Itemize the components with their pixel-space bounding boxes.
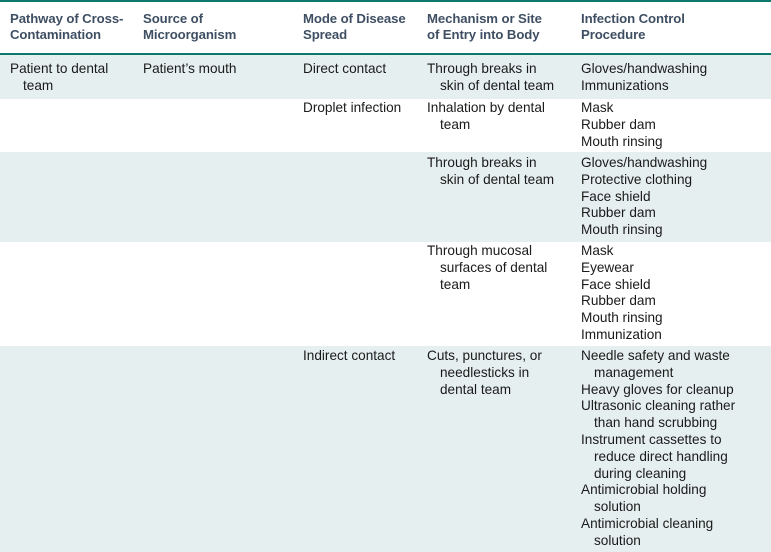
cell-procedures: Needle safety and waste management Heavy gloves for cleanup Ultrasonic cleaning rather than hand scrubbing Instrument cassettes to reduce direct handling during cleaning Antimicrobial holding solution Antimicrobial cleaning solution: [581, 348, 736, 548]
cell-procedures: Mask Eyewear Face shield Rubber dam Mouth rinsing Immunization: [581, 243, 663, 342]
table-row: [0, 152, 771, 242]
cell-mechanism: Through mucosal surfaces of dental team: [427, 243, 548, 292]
cell-pathway: Patient to dental team: [10, 61, 109, 93]
header-source: Source of Microorganism: [143, 11, 237, 42]
cell-mode: Direct contact: [303, 61, 387, 76]
cell-procedures: Gloves/handwashing Protective clothing Face shield Rubber dam Mouth rinsing: [581, 155, 708, 238]
header-pathway: Pathway of Cross- Contamination: [10, 11, 124, 42]
cell-mechanism: Cuts, punctures, or needlesticks in dental team: [427, 348, 542, 397]
cell-mechanism: Through breaks in skin of dental team: [427, 155, 555, 187]
table-row: [0, 55, 771, 99]
table-row: [0, 242, 771, 346]
table-row: [0, 99, 771, 152]
header-mode: Mode of Disease Spread: [303, 11, 406, 42]
header-procedure: Infection Control Procedure: [581, 11, 685, 42]
cell-procedures: Gloves/handwashing Immunizations: [581, 61, 708, 93]
cell-mode: Droplet infection: [303, 100, 402, 115]
header-mechanism: Mechanism or Site of Entry into Body: [427, 11, 542, 42]
cell-source: Patient’s mouth: [143, 61, 237, 76]
table-row: [0, 346, 771, 552]
cell-mechanism: Inhalation by dental team: [427, 100, 545, 132]
table-header: [0, 0, 771, 55]
cell-mode: Indirect contact: [303, 348, 396, 363]
cell-mechanism: Through breaks in skin of dental team: [427, 61, 555, 93]
cell-procedures: Mask Rubber dam Mouth rinsing: [581, 100, 663, 149]
